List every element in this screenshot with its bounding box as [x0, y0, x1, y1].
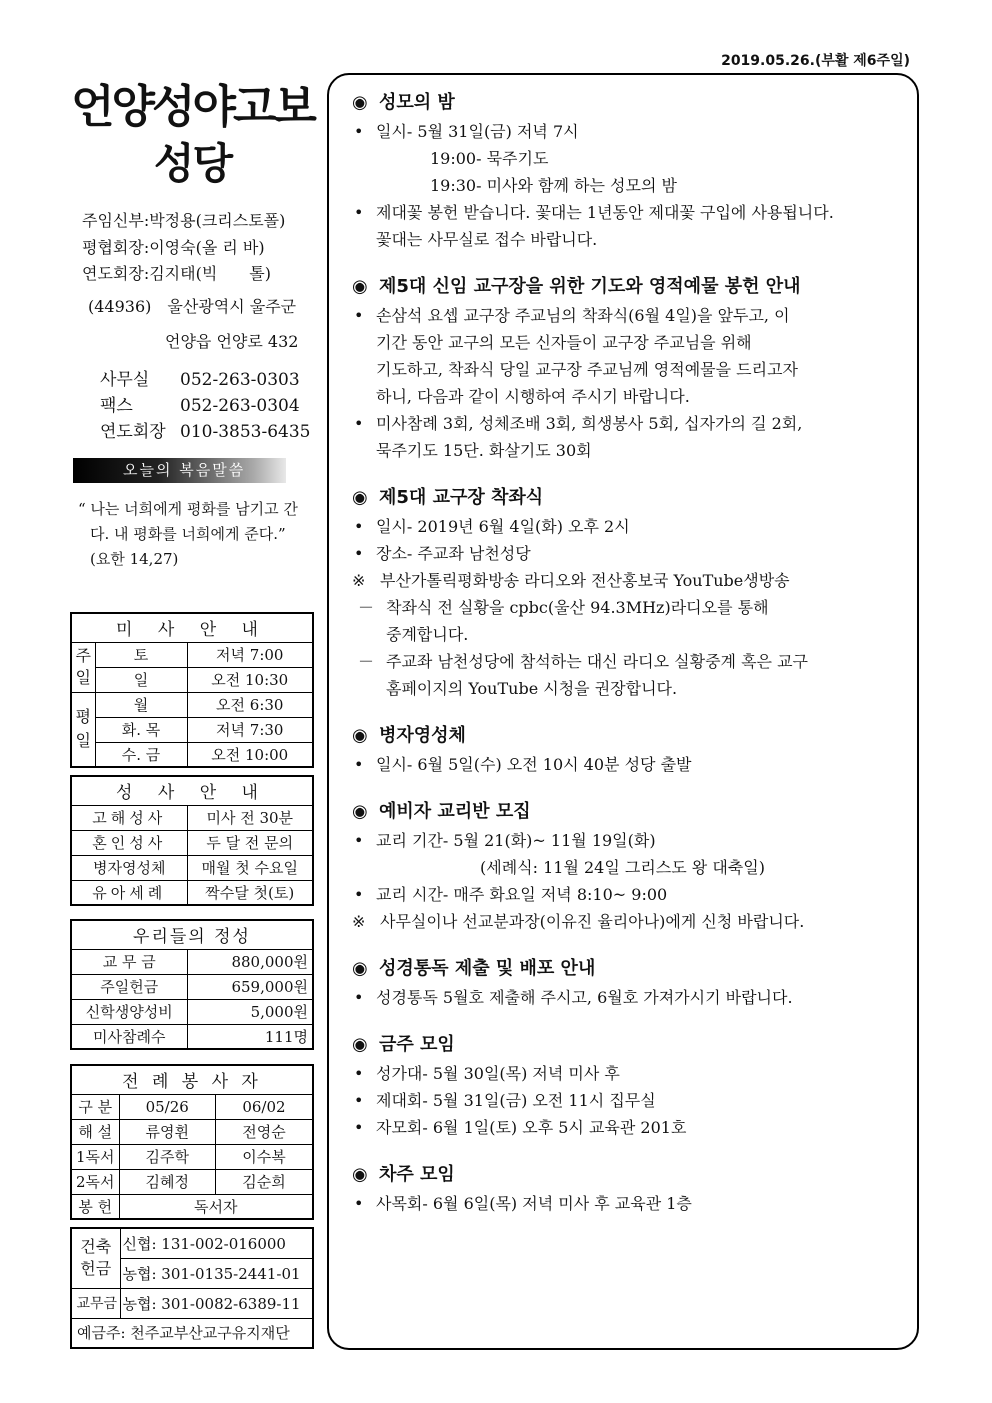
notice-line: • 일시- 2019년 6월 4일(화) 오후 2시	[352, 513, 912, 540]
notice-line: • 성경통독 5월호 제출해 주시고, 6월호 가져가시기 바랍니다.	[352, 984, 912, 1011]
notice-line: • 미사참례 3회, 성체조배 3회, 희생봉사 5회, 십자가의 길 2회,	[352, 410, 912, 437]
officer-council	[82, 234, 265, 261]
bank-account: 신협: 131-002-016000	[120, 1228, 313, 1258]
notice-title	[352, 483, 912, 513]
notice-line: • 손삼석 요셉 교구장 주교님의 착좌식(6월 4일)을 앞두고, 이	[352, 302, 912, 329]
notice-title-text: 성경통독 제출 및 배포 안내	[379, 958, 596, 979]
officer-prayer	[82, 260, 271, 287]
notice-title	[352, 1030, 912, 1060]
notice-line: 기간 동안 교구의 모든 신자들이 교구장 주교님을 위해	[376, 333, 752, 352]
offering-name: 주일헌금	[71, 974, 187, 999]
sacrament-value: 매월 첫 수요일	[187, 855, 313, 880]
liturgy-person: 김주학	[119, 1144, 215, 1169]
contact-label: 연도회장	[100, 422, 166, 442]
building-fund-label: 건축헌금	[71, 1228, 120, 1288]
offering-name: 교 무 금	[71, 949, 187, 974]
liturgy-person: 이수복	[215, 1144, 313, 1169]
account-holder: 예금주: 천주교부산교구유지재단	[71, 1318, 313, 1348]
fisheye-bullet-icon: ◉	[352, 801, 368, 822]
sacrament-name: 유아세례	[71, 880, 187, 905]
mass-time: 오전 6:30	[187, 692, 313, 717]
notice-line: 하니, 다음과 같이 시행하여 주시기 바랍니다.	[376, 387, 690, 406]
notice-line: • 교리 시간- 매주 화요일 저녁 8:10~ 9:00	[352, 881, 912, 908]
notice-title	[352, 272, 912, 302]
notice-line: 19:00- 묵주기도	[430, 149, 549, 168]
mass-time: 오전 10:30	[187, 667, 313, 692]
notice-line: 19:30- 미사와 함께 하는 성모의 밤	[430, 176, 677, 195]
notice-list	[352, 88, 912, 1236]
offering-name: 신학생양성비	[71, 999, 187, 1024]
notice-line: • 교리 기간- 5월 21(화)~ 11월 19일(화)	[352, 827, 912, 854]
fisheye-bullet-icon: ◉	[352, 958, 368, 979]
officer-priest	[82, 207, 285, 234]
liturgy-person: 류영휜	[119, 1119, 215, 1144]
liturgy-heading: 전 례 봉 사 자	[71, 1065, 313, 1094]
contact-office	[100, 365, 300, 390]
notice-line: 기도하고, 착좌식 당일 교구장 주교님께 영적예물을 드리고자	[376, 360, 799, 379]
mass-day: 일	[95, 667, 187, 692]
sacrament-name: 혼인성사	[71, 830, 187, 855]
liturgy-person: 독서자	[119, 1194, 313, 1219]
contact-fax	[100, 391, 300, 416]
notice-line: 묵주기도 15단. 화살기도 30회	[376, 441, 592, 460]
mass-day: 수. 금	[95, 742, 187, 767]
sacrament-name: 병자영성체	[71, 855, 187, 880]
fisheye-bullet-icon: ◉	[352, 92, 368, 113]
mass-time: 오전 10:00	[187, 742, 313, 767]
notice-title-text: 제5대 교구장 착좌식	[379, 487, 544, 508]
sacrament-value: 두 달 전 문의	[187, 830, 313, 855]
notice-line: 홈페이지의 YouTube 시청을 권장합니다.	[386, 679, 678, 698]
liturgy-person: 전영순	[215, 1119, 313, 1144]
sunday-label: 주일	[71, 642, 95, 692]
liturgy-date: 05/26	[119, 1094, 215, 1119]
sacrament-table	[70, 775, 314, 906]
notice-line: • 제대회- 5월 31일(금) 오전 11시 집무실	[352, 1087, 912, 1114]
liturgy-table	[70, 1064, 314, 1220]
liturgy-person: 김혜정	[119, 1169, 215, 1194]
contact-number: 010-3853-6435	[180, 422, 311, 442]
notice-line: ※ 사무실이나 선교분과장(이유진 율리아나)에게 신청 바랍니다.	[352, 908, 912, 935]
fisheye-bullet-icon: ◉	[352, 1034, 368, 1055]
officer-role: 평협회장	[82, 238, 144, 257]
notice-title-text: 예비자 교리반 모집	[379, 801, 531, 822]
parish-title: 언양성야고보	[71, 80, 314, 133]
notice-title	[352, 1160, 912, 1190]
notice-title	[352, 88, 912, 118]
notice-line: － 착좌식 전 실황을 cpbc(울산 94.3MHz)라디오를 통해	[352, 594, 912, 621]
mass-heading: 미 사 안 내	[71, 613, 313, 642]
mass-day: 월	[95, 692, 187, 717]
sacrament-name: 고해성사	[71, 805, 187, 830]
notice-section	[352, 483, 912, 702]
contact-label: 사무실	[100, 370, 150, 390]
fisheye-bullet-icon: ◉	[352, 276, 368, 297]
notice-line: • 일시- 5월 31일(금) 저녁 7시	[352, 118, 912, 145]
sacrament-value: 미사 전 30분	[187, 805, 313, 830]
notice-title-text: 병자영성체	[379, 725, 466, 746]
parish-masthead	[70, 80, 315, 190]
notice-section	[352, 797, 912, 935]
offering-table	[70, 919, 314, 1050]
officer-name: :이영숙(올 리 바)	[143, 238, 265, 257]
offering-value: 880,000원	[187, 949, 313, 974]
liturgy-col-label: 구 분	[71, 1094, 119, 1119]
mass-day: 토	[95, 642, 187, 667]
bank-account-table	[70, 1227, 314, 1349]
sacrament-value: 짝수달 첫(토)	[187, 880, 313, 905]
gospel-text: “ 나는 너희에게 평화를 남기고 간다. 내 평화를 너희에게 준다.” (요한 14,27)	[78, 500, 298, 568]
notice-title-text: 성모의 밤	[379, 92, 455, 113]
notice-section	[352, 1160, 912, 1217]
contact-number: 052-263-0304	[180, 396, 300, 416]
notice-line: • 자모회- 6월 1일(토) 오후 5시 교육관 201호	[352, 1114, 912, 1141]
mass-schedule-table	[70, 612, 314, 768]
liturgy-role: 봉 헌	[71, 1194, 119, 1219]
contact-prayer-head	[100, 417, 310, 442]
notice-section	[352, 272, 912, 464]
mass-day: 화. 목	[95, 717, 187, 742]
liturgy-person: 김순희	[215, 1169, 313, 1194]
notice-line: • 제대꽃 봉헌 받습니다. 꽃대는 1년동안 제대꽃 구입에 사용됩니다.	[352, 199, 912, 226]
notice-line: • 장소- 주교좌 남천성당	[352, 540, 912, 567]
fisheye-bullet-icon: ◉	[352, 487, 368, 508]
notice-title-text: 금주 모임	[379, 1034, 455, 1055]
offering-name: 미사참례수	[71, 1024, 187, 1049]
address-line-1: (44936) 울산광역시 울주군	[88, 297, 297, 316]
notice-title-text: 제5대 신임 교구장을 위한 기도와 영적예물 봉헌 안내	[379, 276, 801, 297]
liturgy-role: 1독서	[71, 1144, 119, 1169]
bank-account: 농협: 301-0082-6389-11	[120, 1288, 313, 1318]
notice-line: 중계합니다.	[386, 625, 469, 644]
dues-label: 교무금	[71, 1288, 120, 1318]
gospel-heading: 오늘의 복음말씀	[73, 458, 286, 483]
notice-title	[352, 954, 912, 984]
offering-value: 5,000원	[187, 999, 313, 1024]
notice-title	[352, 721, 912, 751]
parish-title-sub: 성당	[153, 139, 232, 188]
mass-time: 저녁 7:00	[187, 642, 313, 667]
notice-section	[352, 1030, 912, 1141]
gospel-text-block	[78, 497, 310, 572]
bank-account: 농협: 301-0135-2441-01	[120, 1258, 313, 1288]
notice-line: － 주교좌 남천성당에 참석하는 대신 라디오 실황중계 혹은 교구	[352, 648, 912, 675]
contact-number: 052-263-0303	[180, 370, 300, 390]
offering-value: 659,000원	[187, 974, 313, 999]
bulletin-date: 2019.05.26.(부활 제6주일)	[721, 53, 910, 69]
fisheye-bullet-icon: ◉	[352, 1164, 368, 1185]
liturgy-date: 06/02	[215, 1094, 313, 1119]
liturgy-role: 해 설	[71, 1119, 119, 1144]
mass-time: 저녁 7:30	[187, 717, 313, 742]
notice-section	[352, 954, 912, 1011]
officer-name: :박정용(크리스토폴)	[143, 211, 286, 230]
notice-section	[352, 88, 912, 253]
notice-line: (세례식: 11월 24일 그리스도 왕 대축일)	[480, 858, 765, 877]
officer-name: :김지태(빅 톨)	[143, 264, 271, 283]
contact-label: 팩스	[100, 396, 133, 416]
officer-role: 주임신부	[82, 211, 144, 230]
notice-title-text: 차주 모임	[379, 1164, 455, 1185]
sacrament-heading: 성 사 안 내	[71, 776, 313, 805]
officer-role: 연도회장	[82, 264, 144, 283]
liturgy-role: 2독서	[71, 1169, 119, 1194]
notice-line: • 성가대- 5월 30일(목) 저녁 미사 후	[352, 1060, 912, 1087]
fisheye-bullet-icon: ◉	[352, 725, 368, 746]
notice-line: • 사목회- 6월 6일(목) 저녁 미사 후 교육관 1층	[352, 1190, 912, 1217]
notice-line: 꽃대는 사무실로 접수 바랍니다.	[376, 230, 598, 249]
notice-line: ※ 부산가톨릭평화방송 라디오와 전산홍보국 YouTube생방송	[352, 567, 912, 594]
notice-section	[352, 721, 912, 778]
address-line-2: 언양읍 언양로 432	[165, 332, 299, 351]
notice-title	[352, 797, 912, 827]
offering-value: 111명	[187, 1024, 313, 1049]
notice-line: • 일시- 6월 5일(수) 오전 10시 40분 성당 출발	[352, 751, 912, 778]
offering-heading: 우리들의 정성	[71, 920, 313, 949]
weekday-label: 평일	[71, 692, 95, 767]
